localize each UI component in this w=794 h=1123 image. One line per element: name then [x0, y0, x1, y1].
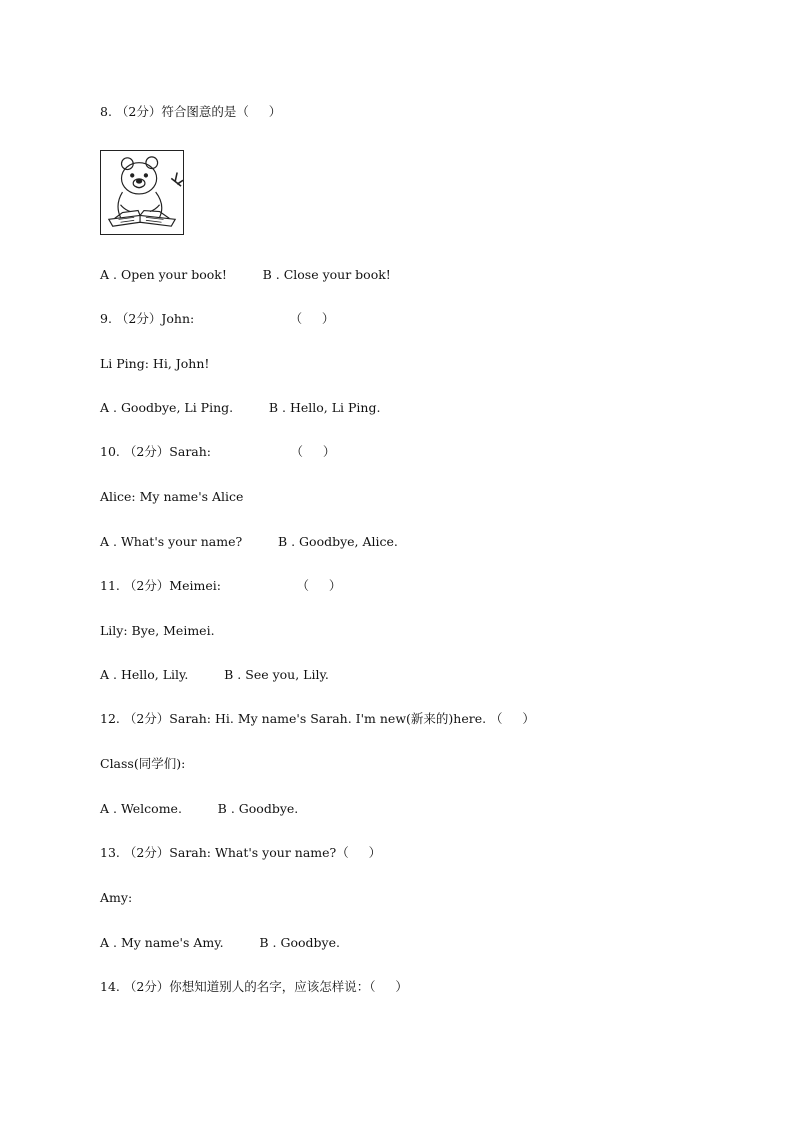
q8-stem: 8. （2分）符合图意的是（ ）: [100, 104, 282, 119]
q10-dialogue: Alice: My name's Alice: [100, 489, 244, 504]
q13-stem: 13. （2分）Sarah: What's your name?（ ）: [100, 845, 382, 860]
q11-options: A . Hello, Lily. B . See you, Lily.: [100, 667, 329, 682]
bear-reading-book-icon: [100, 150, 184, 235]
q9-dialogue: Li Ping: Hi, John!: [100, 356, 210, 371]
q8-options: A . Open your book! B . Close your book!: [100, 267, 391, 282]
q10-stem: 10. （2分）Sarah: （ ）: [100, 444, 336, 459]
q9-options: A . Goodbye, Li Ping. B . Hello, Li Ping.: [100, 400, 381, 415]
q10-options: A . What's your name? B . Goodbye, Alice.: [100, 534, 398, 549]
q12-options: A . Welcome. B . Goodbye.: [100, 801, 299, 816]
q14-stem: 14. （2分）你想知道别人的名字，应该怎样说：（ ）: [100, 979, 408, 994]
q9-stem: 9. （2分）John: （ ）: [100, 311, 335, 326]
q12-stem: 12. （2分）Sarah: Hi. My name's Sarah. I'm new(新来的)here. （ ）: [100, 711, 535, 726]
q13-dialogue: Amy:: [100, 890, 133, 905]
q11-stem: 11. （2分）Meimei: （ ）: [100, 578, 342, 593]
q13-options: A . My name's Amy. B . Goodbye.: [100, 935, 340, 950]
q11-dialogue: Lily: Bye, Meimei.: [100, 623, 215, 638]
q12-dialogue: Class(同学们):: [100, 756, 186, 771]
